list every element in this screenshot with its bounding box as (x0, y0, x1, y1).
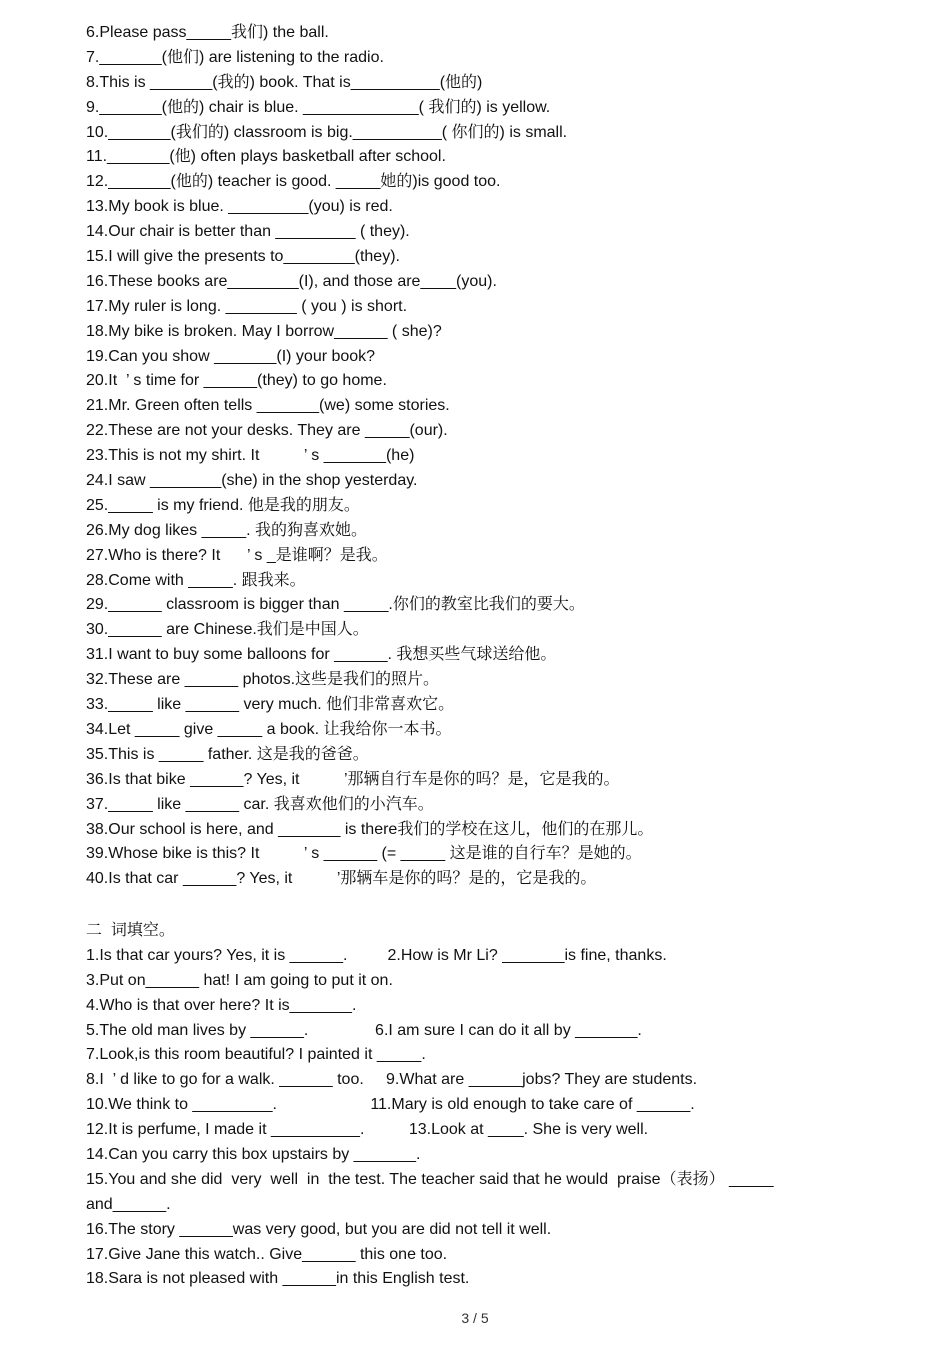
exercise-line: 28.Come with _____. 跟我来。 (86, 571, 306, 589)
exercise-line: 3.Put on______ hat! I am going to put it on. (86, 971, 393, 989)
exercise-line: 15.I will give the presents to________(they). (86, 248, 400, 266)
exercise-line: 21.Mr. Green often tells _______(we) some stories. (86, 397, 450, 415)
exercise-line: 35.This is _____ father. 这是我的爸爸。 (86, 745, 369, 763)
exercise-line: 7.Look,is this room beautiful? I painted it _____. (86, 1046, 426, 1064)
exercise-line: 30.______ are Chinese.我们是中国人。 (86, 621, 369, 639)
exercise-line: 9._______(他的) chair is blue. _____________( 我们的) is yellow. (86, 98, 551, 116)
exercise-line: 8.This is _______(我的) book. That is__________(他的) (86, 73, 483, 91)
exercise-line: 32.These are ______ photos.这些是我们的照片。 (86, 671, 440, 689)
exercise-line: 27.Who is there? It ’ s _是谁啊？是我。 (86, 546, 388, 564)
exercise-line: 10.We think to _________. 11.Mary is old enough to take care of ______. (86, 1096, 695, 1114)
exercise-line: 33._____ like ______ very much. 他们非常喜欢它。 (86, 696, 455, 714)
fill-in-blank-section (86, 919, 886, 1292)
exercise-line: 17.Give Jane this watch.. Give______ this one too. (86, 1245, 448, 1263)
exercise-line: 12.It is perfume, I made it __________. 13.Look at ____. She is very well. (86, 1121, 649, 1139)
exercise-line: 6.Please pass_____我们) the ball. (86, 24, 329, 41)
exercise-line: 7._______(他们) are listening to the radio. (86, 48, 384, 66)
exercise-line: 20.It ’ s time for ______(they) to go home. (86, 372, 387, 390)
exercise-line: 19.Can you show _______(I) your book? (86, 347, 376, 365)
exercise-line: 18.My bike is broken. May I borrow______ ( she)? (86, 322, 442, 340)
exercise-line: 34.Let _____ give _____ a book. 让我给你一本书。 (86, 720, 452, 738)
exercise-line: 5.The old man lives by ______. 6.I am sure I can do it all by _______. (86, 1021, 642, 1039)
exercise-line: 25._____ is my friend. 他是我的朋友。 (86, 496, 360, 514)
exercise-line: 10._______(我们的) classroom is big.__________( 你们的) is small. (86, 123, 568, 141)
exercise-line: 18.Sara is not pleased with ______in this English test. (86, 1270, 470, 1288)
exercise-line: 26.My dog likes _____. 我的狗喜欢她。 (86, 521, 367, 539)
exercise-line: 16.These books are________(I), and those are____(you). (86, 272, 497, 290)
exercise-line: 24.I saw ________(she) in the shop yesterday. (86, 472, 418, 490)
exercise-line: 31.I want to buy some balloons for ______. 我想买些气球送给他。 (86, 646, 557, 664)
exercise-line: 11._______(他) often plays basketball after school. (86, 148, 446, 166)
exercise-line: 17.My ruler is long. ________ ( you ) is short. (86, 297, 408, 315)
exercise-line: 14.Can you carry this box upstairs by _______. (86, 1146, 421, 1164)
page-number: 3 / 5 (461, 1310, 489, 1326)
exercise-line: and______. (86, 1195, 171, 1213)
exercise-line: 16.The story ______was very good, but you are did not tell it well. (86, 1220, 552, 1238)
exercise-line: 4.Who is that over here? It is_______. (86, 996, 357, 1014)
exercise-line: 15.You and she did very well in the test. The teacher said that he would praise（表扬） _____ (86, 1170, 774, 1188)
exercise-line: 37._____ like ______ car. 我喜欢他们的小汽车。 (86, 795, 434, 813)
pronoun-exercise-list (86, 21, 886, 892)
section-heading: 二 词填空。 (86, 922, 175, 939)
exercise-line: 36.Is that bike ______? Yes, it ’那辆自行车是你的吗？是，它是我的。 (86, 770, 620, 788)
exercise-line: 1.Is that car yours? Yes, it is ______. 2.How is Mr Li? _______is fine, thanks. (86, 946, 667, 964)
exercise-line: 12._______(他的) teacher is good. _____她的)is good too. (86, 173, 501, 191)
exercise-line: 23.This is not my shirt. It ’ s _______(he) (86, 447, 415, 465)
exercise-line: 40.Is that car ______? Yes, it ’那辆车是你的吗？是的，它是我的。 (86, 870, 597, 888)
exercise-line: 13.My book is blue. _________(you) is red. (86, 198, 393, 216)
exercise-line: 8.I ’ d like to go for a walk. ______ too. 9.What are ______jobs? They are students. (86, 1071, 698, 1089)
exercise-line: 38.Our school is here, and _______ is there我们的学校在这儿，他们的在那儿。 (86, 820, 654, 838)
exercise-line: 22.These are not your desks. They are _____(our). (86, 422, 448, 440)
exercise-line: 29.______ classroom is bigger than _____.你们的教室比我们的要大。 (86, 596, 585, 614)
exercise-line: 14.Our chair is better than _________ ( they). (86, 223, 410, 241)
exercise-line: 39.Whose bike is this? It ’ s ______ (= _____ 这是谁的自行车？是她的。 (86, 845, 642, 863)
